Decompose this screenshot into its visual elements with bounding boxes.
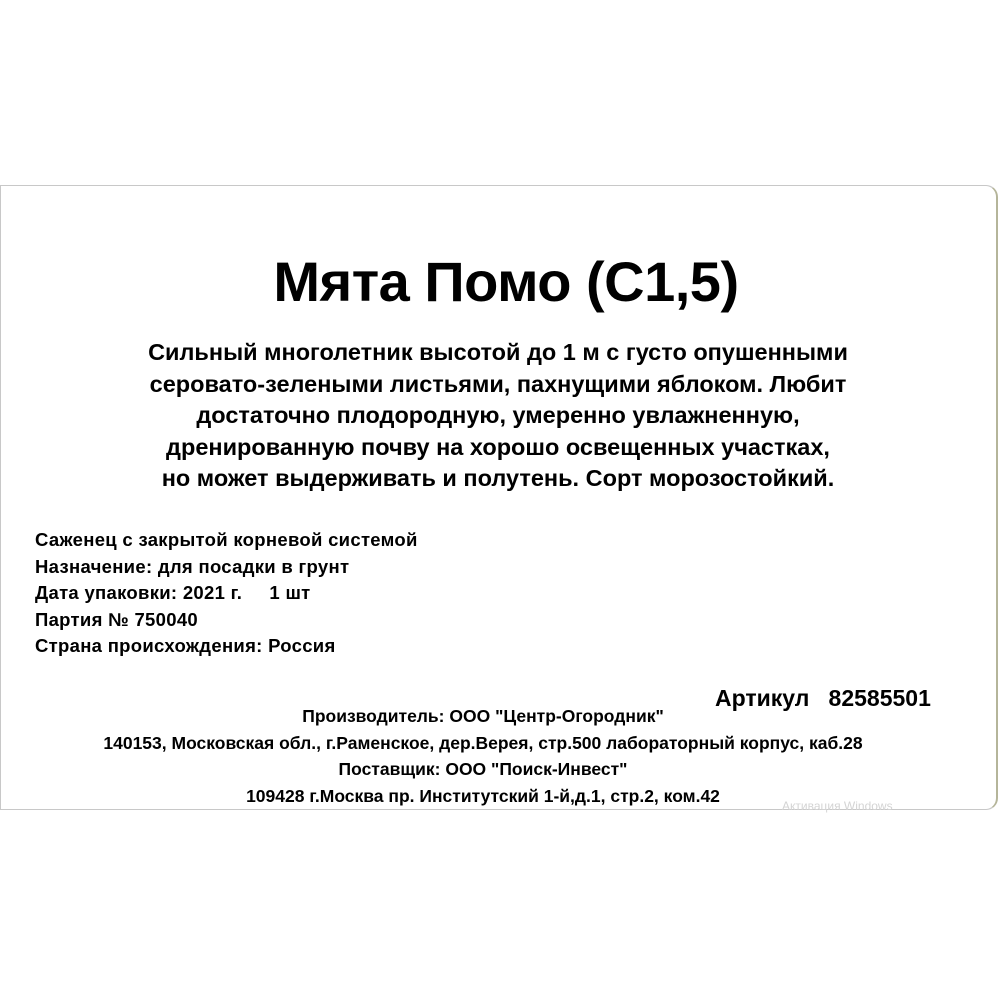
windows-activation-watermark: Активация Windows [782,799,893,813]
product-description [0,337,996,495]
description-line: серовато-зелеными листьями, пахнущими яблоком. Любит [149,370,847,397]
product-title: Мята Помо (С1,5) [273,250,739,313]
description-line: дренированную почву на хорошо освещенных участках, [166,433,830,460]
producer-name: Производитель: ООО "Центр-Огородник" [302,706,664,726]
seedling-type: Саженец с закрытой корневой системой [35,529,418,550]
producer-info [0,703,966,809]
supplier-address: 109428 г.Москва пр. Институтский 1-й,д.1, стр.2, ком.42 [246,785,720,806]
producer-address: 140153, Московская обл., г.Раменское, дер.Верея, стр.500 лабораторный корпус, каб.28 [103,732,863,753]
description-line: достаточно плодородную, умеренно увлажненную, [196,402,800,428]
product-details [35,527,418,660]
article-number: Артикул 82585501 [715,685,931,711]
description-line: но может выдерживать и полутень. Сорт морозостойкий. [161,465,835,491]
country-of-origin: Страна происхождения: Россия [35,635,336,656]
purpose: Назначение: для посадки в грунт [35,555,350,577]
description-line: Сильный многолетник высотой до 1 м с густо опушенными [148,339,848,365]
supplier-name: Поставщик: ООО "Поиск-Инвест" [338,759,628,779]
batch-number: Партия № 750040 [35,608,199,630]
packing-date: Дата упаковки: 2021 г. 1 шт [35,582,311,603]
